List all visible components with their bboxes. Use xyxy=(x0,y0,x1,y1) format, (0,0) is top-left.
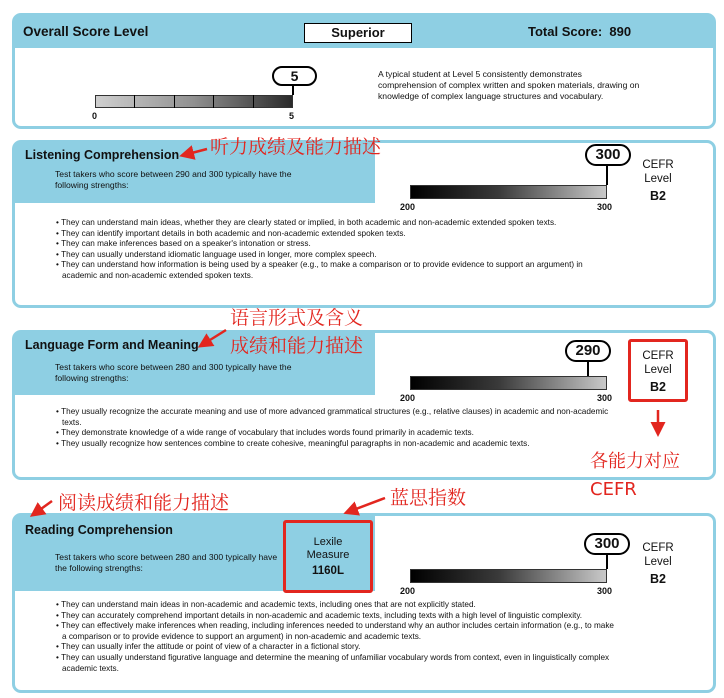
total-score: Total Score: 890 xyxy=(528,24,632,39)
language-cefr-level: B2 xyxy=(650,380,666,394)
list-item: • They can understand main ideas, whether they are clearly stated or implied, in both academic and non-academic extended spoken texts. xyxy=(54,218,614,229)
overall-description: A typical student at Level 5 consistently demonstrates comprehension of complex written and spoken materials, drawing on knowledge of complex language structures and vocabulary. xyxy=(378,69,640,101)
list-item: • They can understand main ideas in non-academic and academic texts, including ones that are not explicitly stated. xyxy=(54,600,614,611)
listening-title: Listening Comprehension xyxy=(25,148,180,162)
list-item: • They can identify important details in both academic and non-academic extended spoken texts. xyxy=(54,229,614,240)
arrow-lexile xyxy=(348,498,385,512)
list-item: • They can usually understand idiomatic language used in longer, more complex speech. xyxy=(54,250,614,261)
overall-level-marker-value: 5 xyxy=(290,68,299,84)
list-item: • They can effectively make inferences when reading, including inferences needed to understand why an author includes certain information (e.g., to make a comparison or to provide evidence to support an argument) in non-academic and academic texts. xyxy=(54,621,614,642)
annotation-lexile: 蓝思指数 xyxy=(390,487,467,509)
listening-cefr-label: CEFR Level xyxy=(642,159,674,185)
annotation-cefr-line1: 各能力对应 xyxy=(590,451,680,472)
listening-scale-max: 300 xyxy=(597,202,613,212)
reading-title: Reading Comprehension xyxy=(25,523,173,537)
language-title: Language Form and Meaning xyxy=(25,338,199,352)
annotation-cefr-line2: CEFR xyxy=(590,479,637,500)
list-item: • They can usually infer the attitude or point of view of a character in a fictional story. xyxy=(54,642,614,653)
list-item: • They can understand how information is being used by a speaker (e.g., to make a comparison or to provide evidence to support an argument) in academic and non-academic extended spoken texts. xyxy=(54,260,614,281)
listening-score: 300 xyxy=(595,146,621,163)
arrow-reading xyxy=(34,501,52,514)
language-scale-min: 200 xyxy=(400,393,416,403)
listening-strength-intro: Test takers who score between 290 and 300 typically have the following strengths: xyxy=(55,169,292,190)
list-item: • They can make inferences based on a speaker's intonation or stress. xyxy=(54,239,614,250)
list-item: • They demonstrate knowledge of a wide range of vocabulary that includes words found primarily in academic texts. xyxy=(54,428,614,439)
reading-scale-max: 300 xyxy=(597,586,613,596)
reading-score: 300 xyxy=(594,535,620,552)
listening-cefr-level: B2 xyxy=(650,189,666,203)
list-item: • They usually recognize the accurate meaning and use of more advanced grammatical structures (e.g., relative clauses) in academic and non-academic texts. xyxy=(54,407,614,428)
overall-scale-max: 5 xyxy=(289,111,295,121)
overall-title: Overall Score Level xyxy=(23,24,149,39)
lexile-value: 1160L xyxy=(312,565,344,577)
language-cefr-label: CEFR Level xyxy=(642,350,674,376)
language-scale-max: 300 xyxy=(597,393,613,403)
reading-scale-min: 200 xyxy=(400,586,416,596)
annotation-listening: 听力成绩及能力描述 xyxy=(210,136,382,158)
listening-scale-min: 200 xyxy=(400,202,416,212)
language-strength-intro: Test takers who score between 280 and 300 typically have the following strengths: xyxy=(55,362,292,383)
arrow-language xyxy=(202,330,226,345)
annotation-reading: 阅读成绩和能力描述 xyxy=(58,492,230,514)
reading-cefr-label: CEFR Level xyxy=(642,542,674,568)
list-item: • They can accurately comprehend important details in non-academic and academic texts, including texts with a high level of linguistic complexity. xyxy=(54,611,614,622)
arrow-listening xyxy=(184,149,207,155)
overall-scale-min: 0 xyxy=(92,111,98,121)
reading-strength-intro: Test takers who score between 280 and 300 typically have the following strengths: xyxy=(55,552,278,573)
level-badge-text: Superior xyxy=(331,25,385,40)
lexile-label: Lexile Measure xyxy=(306,536,350,561)
list-item: • They can usually understand figurative language and determine the meaning of unfamiliar vocabulary words from context, even in linguistically complex academic texts. xyxy=(54,653,614,674)
annotation-language-line2: 成绩和能力描述 xyxy=(230,335,364,357)
language-score: 290 xyxy=(575,342,601,359)
annotation-language-line1: 语言形式及含义 xyxy=(230,307,364,329)
list-item: • They usually recognize how sentences combine to create cohesive, meaningful paragraphs in non-academic and academic texts. xyxy=(54,439,614,450)
reading-cefr-level: B2 xyxy=(650,572,666,586)
